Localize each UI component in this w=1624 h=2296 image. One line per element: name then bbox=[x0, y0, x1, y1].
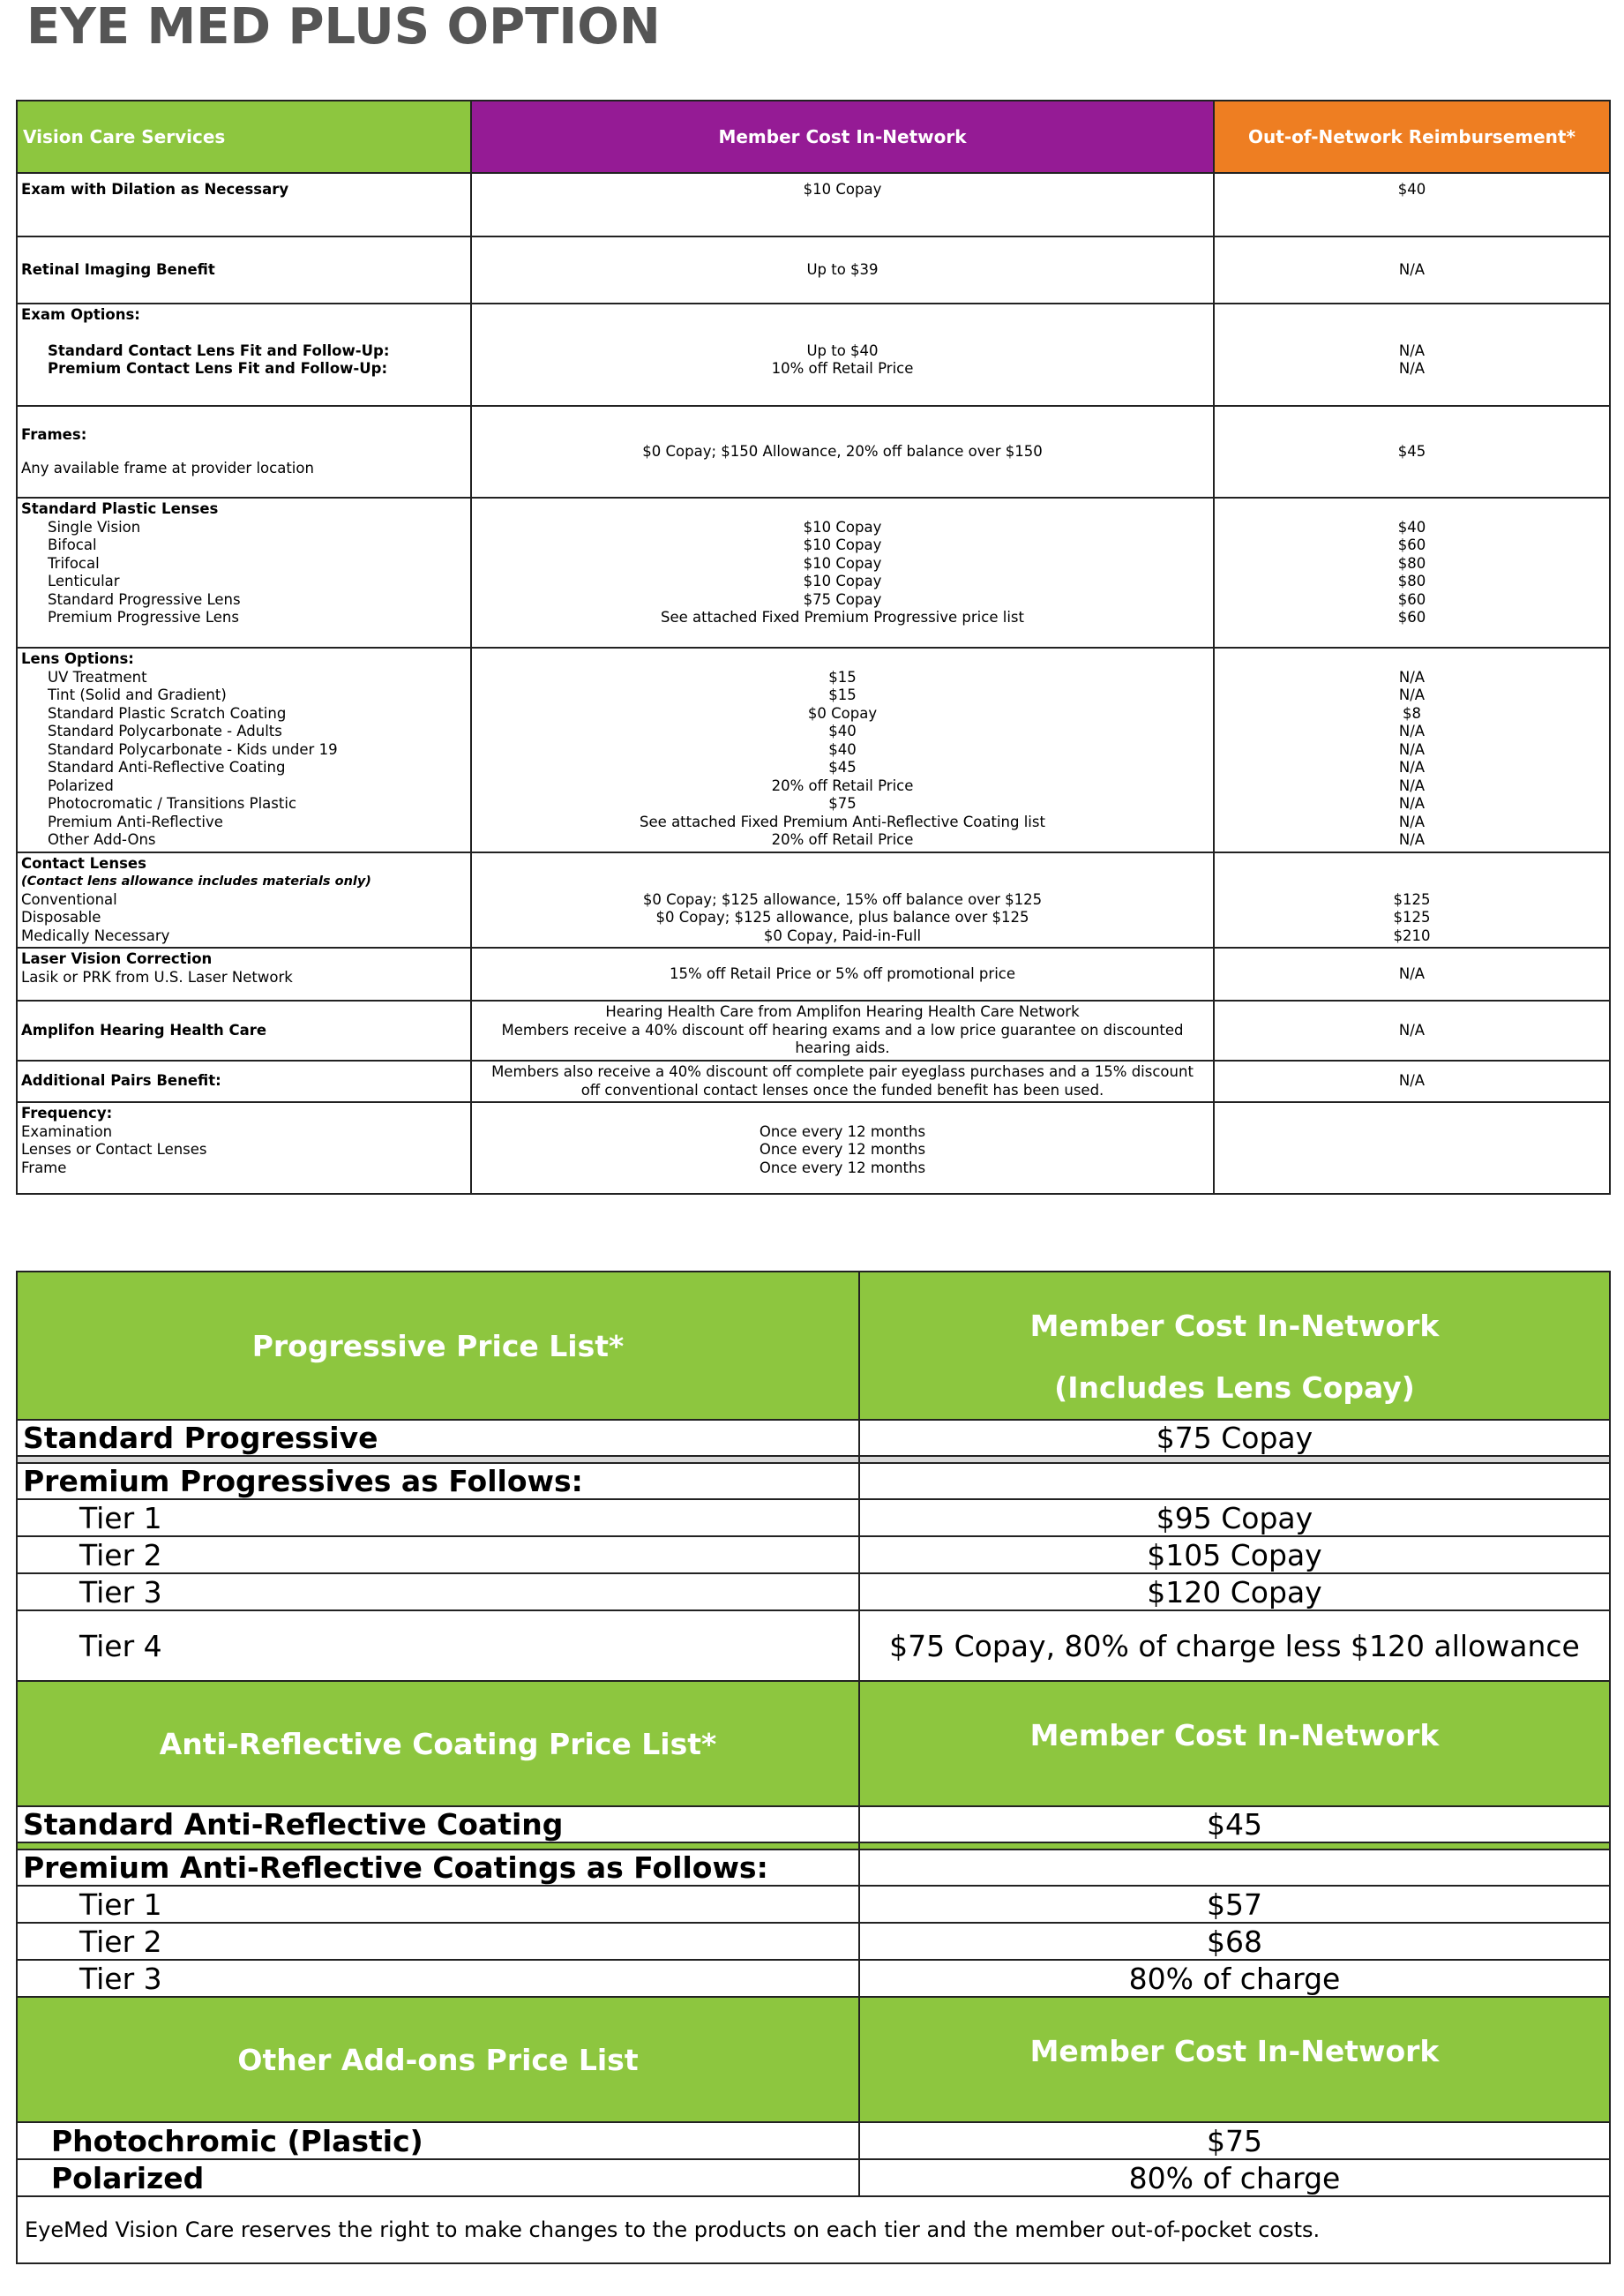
exam-option-out: N/A bbox=[1398, 360, 1426, 377]
benefits-table bbox=[16, 100, 1611, 1195]
row-retinal bbox=[17, 236, 1610, 304]
lens-label: Lenticular bbox=[48, 573, 120, 589]
row-hearing bbox=[17, 1001, 1610, 1061]
progressive-col-header bbox=[859, 1272, 1610, 1420]
other-addons-title: Other Add-ons Price List bbox=[17, 1997, 859, 2122]
frequency-value: Once every 12 months bbox=[759, 1159, 926, 1176]
anti-reflective-col-header: Member Cost In-Network bbox=[859, 1681, 1610, 1806]
hearing-in bbox=[471, 1001, 1214, 1061]
lens-label: Single Vision bbox=[48, 518, 141, 536]
exam-option-label: Premium Contact Lens Fit and Follow-Up: bbox=[48, 360, 388, 377]
separator bbox=[17, 1842, 1610, 1850]
lenses-in bbox=[471, 498, 1214, 648]
retinal-in: Up to $39 bbox=[471, 236, 1214, 304]
row-laser bbox=[17, 948, 1610, 1001]
anti-reflective-title: Anti-Reflective Coating Price List* bbox=[17, 1681, 859, 1806]
standard-ar-value: $45 bbox=[859, 1806, 1610, 1842]
row-additional-pairs bbox=[17, 1061, 1610, 1102]
laser-in: 15% off Retail Price or 5% off promotional price bbox=[471, 948, 1214, 1001]
standard-ar-label: Standard Anti-Reflective Coating bbox=[17, 1806, 859, 1842]
addon-row bbox=[17, 2159, 1610, 2196]
lens-option-in: See attached Fixed Premium Anti-Reflective Coating list bbox=[640, 813, 1045, 830]
other-addons-col-header: Member Cost In-Network bbox=[859, 1997, 1610, 2122]
row-standard-lenses bbox=[17, 498, 1610, 648]
lens-option-label: Photocromatic / Transitions Plastic bbox=[48, 795, 297, 812]
lens-option-in: $0 Copay bbox=[807, 704, 878, 722]
tier-label: Tier 3 bbox=[17, 1573, 859, 1610]
exam-options-out bbox=[1214, 304, 1610, 406]
tier-label: Tier 1 bbox=[17, 1499, 859, 1536]
premium-ar-heading: Premium Anti-Reflective Coatings as Follows: bbox=[17, 1850, 859, 1886]
lens-in: $10 Copay bbox=[803, 573, 882, 589]
lens-option-out: N/A bbox=[1398, 668, 1426, 686]
tier-label: Tier 1 bbox=[17, 1886, 859, 1923]
tier-label: Tier 3 bbox=[17, 1960, 859, 1997]
contact-label: Conventional bbox=[21, 890, 117, 908]
lens-option-label: Polarized bbox=[48, 777, 114, 794]
lens-out: $40 bbox=[1397, 518, 1426, 536]
contact-out: $125 bbox=[1393, 909, 1431, 926]
addon-value: 80% of charge bbox=[859, 2159, 1610, 2196]
separator bbox=[17, 1456, 1610, 1463]
contact-label: Disposable bbox=[21, 909, 101, 926]
lenses-labels bbox=[17, 498, 471, 648]
tier-label: Tier 4 bbox=[17, 1610, 859, 1681]
other-addons-header-row bbox=[17, 1997, 1610, 2122]
lens-options-heading: Lens Options: bbox=[21, 650, 134, 667]
exam-options-heading: Exam Options: bbox=[21, 306, 140, 323]
exam-option-in: Up to $40 bbox=[806, 341, 879, 359]
ar-tier-row bbox=[17, 1886, 1610, 1923]
lens-label: Standard Progressive Lens bbox=[48, 590, 241, 608]
row-contact-lenses bbox=[17, 852, 1610, 949]
empty-cell bbox=[859, 1850, 1610, 1886]
pairs-label: Additional Pairs Benefit: bbox=[17, 1061, 471, 1102]
addon-row bbox=[17, 2122, 1610, 2159]
lens-option-in: $40 bbox=[828, 723, 857, 739]
lens-option-out: N/A bbox=[1398, 795, 1426, 812]
contact-out: $125 bbox=[1393, 890, 1431, 908]
ar-tier-row bbox=[17, 1923, 1610, 1960]
lens-out: $60 bbox=[1397, 536, 1426, 553]
ar-tier-row bbox=[17, 1960, 1610, 1997]
lens-options-out bbox=[1214, 648, 1610, 852]
retinal-out: N/A bbox=[1214, 236, 1610, 304]
laser-sub: Lasik or PRK from U.S. Laser Network bbox=[21, 968, 293, 986]
hearing-line: Members receive a 40% discount off hearing exams and a low price guarantee on discounted bbox=[501, 1021, 1184, 1039]
contact-in: $0 Copay; $125 allowance, plus balance over $125 bbox=[655, 909, 1029, 926]
empty-cell bbox=[859, 1463, 1610, 1499]
frequency-value: Once every 12 months bbox=[759, 1122, 926, 1140]
frequency-in bbox=[471, 1102, 1214, 1194]
frequency-label: Lenses or Contact Lenses bbox=[21, 1141, 207, 1158]
lens-label: Premium Progressive Lens bbox=[48, 609, 239, 626]
contacts-out bbox=[1214, 852, 1610, 949]
header-vision-care-services: Vision Care Services bbox=[17, 101, 471, 173]
tier-value: $75 Copay, 80% of charge less $120 allowance bbox=[859, 1610, 1610, 1681]
progressive-header-row bbox=[17, 1272, 1610, 1420]
hearing-line: Hearing Health Care from Amplifon Hearing Health Care Network bbox=[605, 1003, 1080, 1021]
lens-option-in: 20% off Retail Price bbox=[771, 831, 914, 848]
header-member-cost-in-network: Member Cost In-Network bbox=[471, 101, 1214, 173]
lens-in: $10 Copay bbox=[803, 554, 882, 572]
tier-value: $120 Copay bbox=[859, 1573, 1610, 1610]
hearing-label: Amplifon Hearing Health Care bbox=[17, 1001, 471, 1061]
lenses-heading: Standard Plastic Lenses bbox=[21, 500, 219, 517]
pairs-out: N/A bbox=[1214, 1061, 1610, 1102]
lens-option-out: N/A bbox=[1398, 740, 1426, 758]
exam-out: $40 bbox=[1214, 173, 1610, 236]
frames-sub: Any available frame at provider location bbox=[21, 460, 314, 476]
standard-progressive-value: $75 Copay bbox=[859, 1420, 1610, 1456]
hearing-line: hearing aids. bbox=[795, 1039, 890, 1057]
lens-option-label: Other Add-Ons bbox=[48, 831, 156, 848]
lens-in: $75 Copay bbox=[803, 590, 882, 608]
exam-options-labels bbox=[17, 304, 471, 406]
lens-option-out: N/A bbox=[1398, 831, 1426, 848]
exam-option-in: 10% off Retail Price bbox=[771, 360, 914, 377]
price-lists-table bbox=[16, 1271, 1611, 2264]
lens-out: $60 bbox=[1397, 609, 1426, 626]
lens-option-label: Premium Anti-Reflective bbox=[48, 813, 223, 830]
lens-in: $10 Copay bbox=[803, 536, 882, 553]
laser-out: N/A bbox=[1214, 948, 1610, 1001]
lens-options-labels bbox=[17, 648, 471, 852]
progressive-tier-row bbox=[17, 1573, 1610, 1610]
page-title: EYE MED PLUS OPTION bbox=[26, 0, 661, 56]
premium-progressive-heading-row bbox=[17, 1463, 1610, 1499]
exam-options-in bbox=[471, 304, 1214, 406]
contact-in: $0 Copay, Paid-in-Full bbox=[763, 927, 922, 944]
frames-in: $0 Copay; $150 Allowance, 20% off balance over $150 bbox=[471, 406, 1214, 498]
contacts-labels bbox=[17, 852, 471, 949]
header-out-of-network: Out-of-Network Reimbursement* bbox=[1214, 101, 1610, 173]
addon-label: Photochromic (Plastic) bbox=[17, 2122, 859, 2159]
anti-reflective-standard-row bbox=[17, 1806, 1610, 1842]
tier-value: $68 bbox=[859, 1923, 1610, 1960]
retinal-label: Retinal Imaging Benefit bbox=[17, 236, 471, 304]
progressive-title: Progressive Price List* bbox=[17, 1272, 859, 1420]
exam-label: Exam with Dilation as Necessary bbox=[17, 173, 471, 236]
tier-value: 80% of charge bbox=[859, 1960, 1610, 1997]
lens-option-out: $8 bbox=[1403, 704, 1421, 722]
row-lens-options bbox=[17, 648, 1610, 852]
progressive-col-header-line2: (Includes Lens Copay) bbox=[1054, 1370, 1415, 1405]
pairs-line: Members also receive a 40% discount off complete pair eyeglass purchases and a 15% discount bbox=[491, 1063, 1194, 1080]
lens-option-in: 20% off Retail Price bbox=[771, 777, 914, 794]
exam-in: $10 Copay bbox=[471, 173, 1214, 236]
lens-out: $60 bbox=[1397, 590, 1426, 608]
row-frequency bbox=[17, 1102, 1610, 1194]
progressive-col-header-line1: Member Cost In-Network bbox=[1029, 1309, 1440, 1343]
benefits-header-row bbox=[17, 101, 1610, 173]
progressive-tier-row bbox=[17, 1610, 1610, 1681]
frames-out: $45 bbox=[1214, 406, 1610, 498]
frequency-labels bbox=[17, 1102, 471, 1194]
lens-option-in: $45 bbox=[828, 759, 857, 776]
lens-option-label: Standard Plastic Scratch Coating bbox=[48, 704, 287, 722]
tier-value: $105 Copay bbox=[859, 1536, 1610, 1573]
laser-labels bbox=[17, 948, 471, 1001]
hearing-out: N/A bbox=[1214, 1001, 1610, 1061]
frequency-value: Once every 12 months bbox=[759, 1141, 926, 1158]
contact-label: Medically Necessary bbox=[21, 927, 170, 944]
lens-option-out: N/A bbox=[1398, 813, 1426, 830]
lens-label: Bifocal bbox=[48, 536, 97, 553]
lens-option-out: N/A bbox=[1398, 777, 1426, 794]
laser-heading: Laser Vision Correction bbox=[21, 950, 213, 967]
lens-option-label: Standard Polycarbonate - Adults bbox=[48, 723, 282, 739]
lens-out: $80 bbox=[1397, 573, 1426, 589]
footer-note: EyeMed Vision Care reserves the right to make changes to the products on each tier and the member out-of-pocket costs. bbox=[17, 2196, 1610, 2263]
progressive-standard-row bbox=[17, 1420, 1610, 1456]
lens-option-out: N/A bbox=[1398, 723, 1426, 739]
lens-option-label: UV Treatment bbox=[48, 668, 147, 686]
contacts-heading: Contact Lenses bbox=[21, 854, 146, 872]
addon-label: Polarized bbox=[17, 2159, 859, 2196]
lenses-out bbox=[1214, 498, 1610, 648]
frames-labels bbox=[17, 406, 471, 498]
row-exam-options bbox=[17, 304, 1610, 406]
lens-option-label: Standard Anti-Reflective Coating bbox=[48, 759, 286, 776]
contacts-note: (Contact lens allowance includes materials only) bbox=[21, 874, 371, 889]
row-exam bbox=[17, 173, 1610, 236]
frequency-label: Frame bbox=[21, 1159, 67, 1176]
lens-option-in: $75 bbox=[828, 795, 857, 812]
addon-value: $75 bbox=[859, 2122, 1610, 2159]
progressive-tier-row bbox=[17, 1499, 1610, 1536]
footer-row bbox=[17, 2196, 1610, 2263]
standard-progressive-label: Standard Progressive bbox=[17, 1420, 859, 1456]
lens-out: $80 bbox=[1397, 554, 1426, 572]
frames-heading: Frames: bbox=[21, 425, 87, 443]
exam-option-out: N/A bbox=[1398, 341, 1426, 359]
lens-option-out: N/A bbox=[1398, 687, 1426, 703]
lens-option-out: N/A bbox=[1398, 759, 1426, 776]
tier-label: Tier 2 bbox=[17, 1536, 859, 1573]
row-frames bbox=[17, 406, 1610, 498]
lens-in: See attached Fixed Premium Progressive price list bbox=[661, 609, 1024, 626]
lens-option-in: $15 bbox=[828, 687, 857, 703]
progressive-tier-row bbox=[17, 1536, 1610, 1573]
contact-out: $210 bbox=[1393, 927, 1431, 944]
exam-option-label: Standard Contact Lens Fit and Follow-Up: bbox=[48, 341, 390, 359]
lens-options-in bbox=[471, 648, 1214, 852]
lens-in: $10 Copay bbox=[803, 518, 882, 536]
contacts-in bbox=[471, 852, 1214, 949]
frequency-heading: Frequency: bbox=[21, 1105, 113, 1122]
premium-progressive-heading: Premium Progressives as Follows: bbox=[17, 1463, 859, 1499]
lens-option-in: $40 bbox=[828, 740, 857, 758]
premium-ar-heading-row bbox=[17, 1850, 1610, 1886]
lens-option-label: Standard Polycarbonate - Kids under 19 bbox=[48, 740, 338, 758]
pairs-line: off conventional contact lenses once the funded benefit has been used. bbox=[580, 1081, 1104, 1099]
tier-label: Tier 2 bbox=[17, 1923, 859, 1960]
lens-option-label: Tint (Solid and Gradient) bbox=[48, 687, 227, 703]
tier-value: $57 bbox=[859, 1886, 1610, 1923]
frequency-out bbox=[1214, 1102, 1610, 1194]
contact-in: $0 Copay; $125 allowance, 15% off balance over $125 bbox=[642, 890, 1043, 908]
lens-option-in: $15 bbox=[828, 668, 857, 686]
anti-reflective-header-row bbox=[17, 1681, 1610, 1806]
lens-label: Trifocal bbox=[48, 554, 100, 572]
pairs-in bbox=[471, 1061, 1214, 1102]
frequency-label: Examination bbox=[21, 1122, 113, 1140]
tier-value: $95 Copay bbox=[859, 1499, 1610, 1536]
